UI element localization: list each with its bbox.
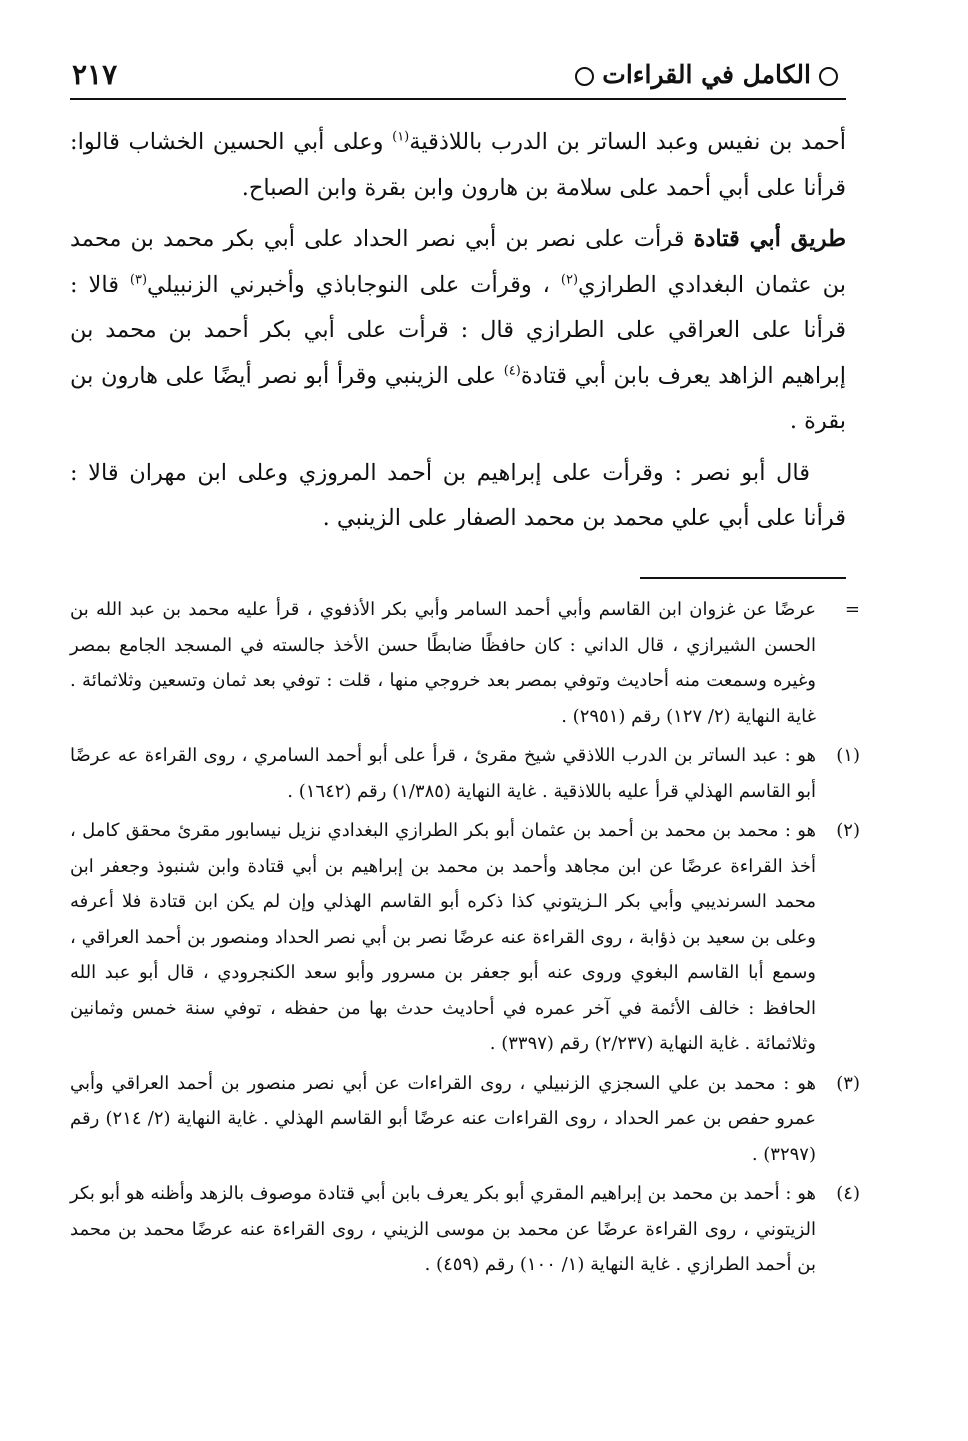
- paragraph-1: [70, 120, 846, 211]
- footnote-ref-2[interactable]: (٢): [560, 272, 579, 287]
- paragraph-3: قال أبو نصر : وقرأت على إبراهيم بن أحمد المروزي وعلى ابن مهران قالا : قرأنا على أبي علي محمد بن محمد الصفار على الزينبي .: [70, 459, 846, 531]
- paragraph-2-text-c: قالا : قرأنا على العراقي على الطرازي قال : قرأت على أبي بكر أحمد بن محمد بن إبراهيم الزاهد يعرف بابن أبي قتادة: [70, 271, 846, 389]
- page-header: [70, 48, 846, 100]
- footnote-1: [70, 738, 860, 809]
- running-title: [567, 60, 846, 89]
- footnote-continuation: [70, 592, 860, 734]
- footnote-separator: [640, 577, 846, 579]
- paragraph-2-text-b: ، وقرأت على النوجاباذي وأخبرني الزنبيلي: [147, 271, 561, 298]
- main-text: [70, 120, 846, 548]
- footnote-text: هو : أحمد بن محمد بن إبراهيم المقري أبو بكر يعرف بابن أبي قتادة موصوف بالزهد وأظنه هو أبو بكر الزيتوني ، روى القراءة عرضًا عن محمد بن موسى الزيني ، روى القراءة عنه عرضًا محمد بن محمد بن أحمد الطرازي . غاية النهاية (١/ ١٠٠) رقم (٤٥٩) .: [70, 1183, 816, 1275]
- footnote-ref-4[interactable]: (٤): [503, 363, 521, 378]
- footnote-ref-1[interactable]: (١): [392, 129, 410, 145]
- footnote-text: هو : محمد بن محمد بن أحمد بن عثمان أبو بكر الطرازي البغدادي نزيل نيسابور مقرئ محقق كامل ، أخذ القراءة عرضًا عن ابن مجاهد وأحمد بن محمد بن إبراهيم بن أبي قتادة وابن شنبوذ وجعفر ابن محمد السرنديبي وأبي بكر الـزيتوني كذا ذكره أبو القاسم الهذلي وإن لم يكن ابن قتادة فلا أعرفه وعلى بن سعيد بن ذؤابة ، روى القراءة عنه عرضًا نصر بن أبي نصر الحداد ومنصور بن أحمد العراقي ، وسمع أبا القاسم البغوي وروى عنه أبو جعفر بن مسرور وأبو سعد الكنجرودي ، قال أبو عبد الله الحافظ : خالف الأئمة في آخر عمره في أحاديث حدث بها من حفظه ، توفي سنة خمس وثمانين وثلاثمائة . غاية النهاية (٢/٢٣٧) رقم (٣٣٩٧) .: [70, 820, 816, 1054]
- paragraph-2: [70, 217, 846, 445]
- footnote-marker: (٢): [836, 820, 860, 841]
- paragraph-1-text-a: أحمد بن نفيس وعبد الساتر بن الدرب باللاذقية: [409, 129, 846, 155]
- page-number: ٢١٧: [72, 58, 118, 91]
- footnote-4: [70, 1176, 860, 1283]
- circle-ornament-icon: [575, 67, 594, 86]
- footnotes: [70, 592, 860, 1287]
- paragraph-1-text-b: وعلى أبي الحسين الخشاب قالوا: قرأنا على أبي أحمد على سلامة بن هارون وابن بقرة وابن الصباح.: [70, 129, 846, 201]
- circle-ornament-icon: [819, 67, 838, 86]
- footnote-marker: (٣): [836, 1072, 860, 1094]
- footnote-marker: (١): [836, 745, 860, 766]
- paragraph-2-text-a: قرأت على نصر بن أبي نصر الحداد على أبي بكر محمد بن محمد بن عثمان البغدادي الطرازي: [70, 226, 846, 298]
- footnote-2: [70, 813, 860, 1062]
- footnote-text: عرضًا عن غزوان ابن القاسم وأبي أحمد السامر وأبي بكر الأذفوي ، قرأ عليه محمد بن عبد الله بن الحسن الشيرازي ، قال الداني : كان حافظًا ضابطًا حسن الأخذ جالسته في المسجد الجامع بمصر وغيره وسمعت منه أحاديث وتوفي بمصر بعد خروجي منها ، قلت : توفي بعد ثمان وتسعين وثلاثمائة . غاية النهاية (٢/ ١٢٧) رقم (٢٩٥١) .: [70, 599, 816, 727]
- footnote-3: [70, 1066, 860, 1173]
- section-lead: طريق أبي قتادة: [693, 226, 846, 252]
- running-title-text: الكامل في القراءات: [602, 60, 811, 89]
- footnote-marker: =: [844, 599, 860, 620]
- footnote-marker: (٤): [836, 1183, 860, 1204]
- footnote-ref-3[interactable]: (٣): [129, 272, 148, 287]
- paragraph-2-text-d: على الزينبي وقرأ أبو نصر أيضًا على هارون بن بقرة .: [70, 362, 846, 434]
- footnote-text: هو : محمد بن علي السجزي الزنبيلي ، روى القراءات عن أبي نصر منصور بن أحمد العراقي وأبي عمرو حفص بن عمر الحداد ، روى القراءات عنه عرضًا أبو القاسم الهذلي . غاية النهاية (٢/ ٢١٤) رقم (٣٢٩٧) .: [70, 1072, 817, 1165]
- footnote-text: هو : عبد الساتر بن الدرب اللاذقي شيخ مقرئ ، قرأ على أبو أحمد السامري ، روى القراءة عه عرضًا أبو القاسم الهذلي قرأ عليه باللاذقية . غاية النهاية (١/٣٨٥) رقم (١٦٤٢) .: [70, 745, 816, 802]
